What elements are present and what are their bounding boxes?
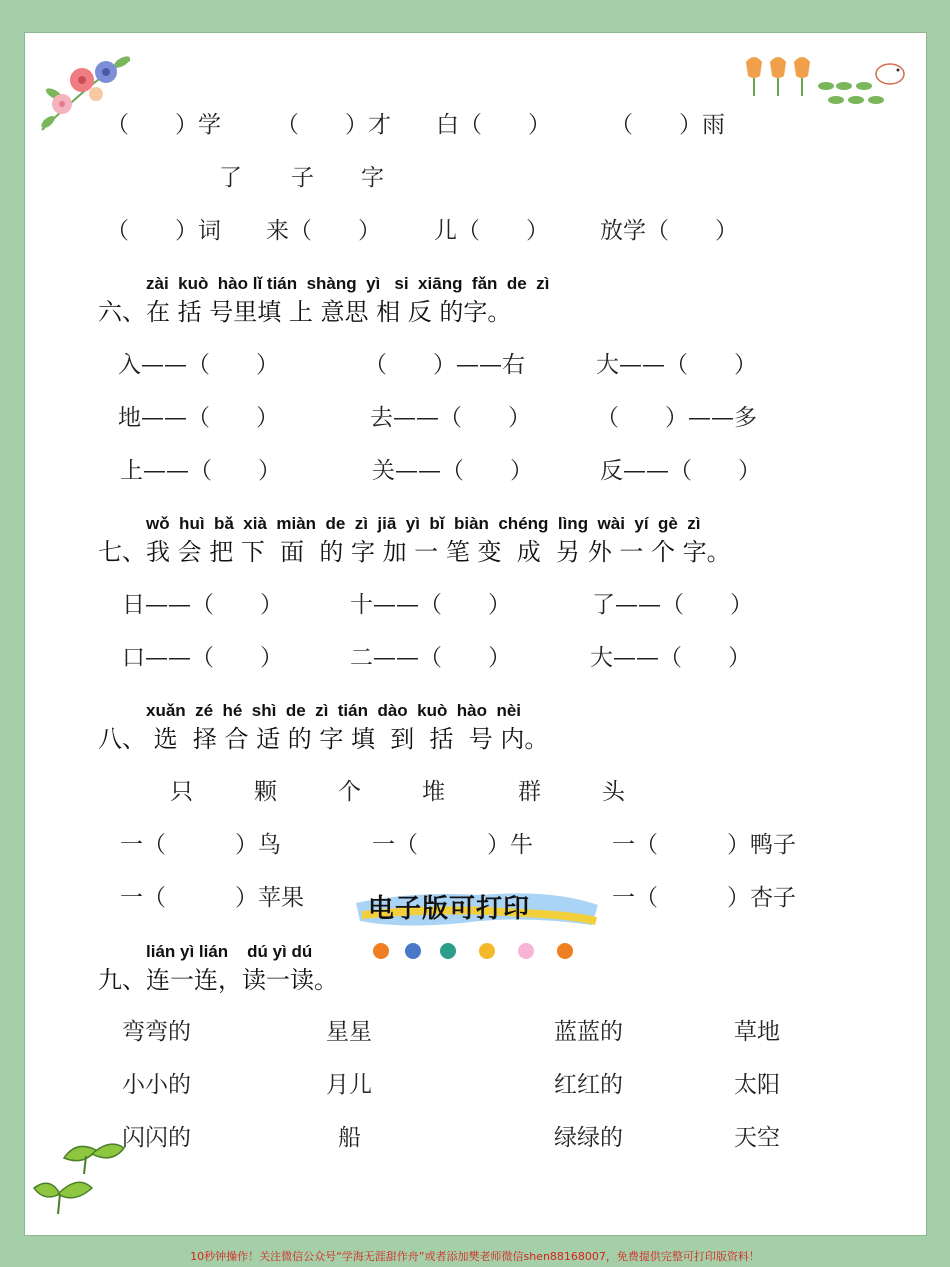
antonym-item: 上——（ ） bbox=[120, 458, 281, 484]
fill-item: 来（ ） bbox=[266, 218, 381, 244]
match-adjective: 红红的 bbox=[554, 1072, 623, 1098]
measure-word: 头 bbox=[602, 779, 625, 805]
fill-item: （ ）雨 bbox=[610, 112, 725, 138]
section7-title: 七、我 会 把 下 面 的 字 加 一 笔 变 成 另 外 一 个 字。 bbox=[98, 538, 731, 566]
add-stroke-item: 十——（ ） bbox=[350, 592, 511, 618]
measure-word: 颗 bbox=[254, 779, 277, 805]
measure-word: 堆 bbox=[422, 779, 445, 805]
section8-pinyin: xuǎn zé hé shì de zì tián dào kuò hào nèi bbox=[146, 701, 522, 720]
measure-item: 一（ ）鸟 bbox=[120, 832, 281, 858]
measure-item: 一（ ）鸭子 bbox=[612, 832, 796, 858]
word-option: 了 bbox=[219, 165, 242, 191]
color-dot bbox=[405, 943, 421, 959]
printable-banner-text: 电子版可打印 bbox=[368, 894, 531, 924]
match-noun: 月儿 bbox=[326, 1072, 372, 1098]
word-option: 子 bbox=[291, 165, 314, 191]
antonym-item: （ ）——右 bbox=[364, 352, 525, 378]
color-dot bbox=[479, 943, 495, 959]
antonym-item: 反——（ ） bbox=[600, 458, 761, 484]
match-adjective: 蓝蓝的 bbox=[554, 1019, 623, 1045]
worksheet-paper bbox=[24, 32, 927, 1236]
antonym-item: 入——（ ） bbox=[118, 352, 279, 378]
fill-item: 儿（ ） bbox=[434, 218, 549, 244]
fill-item: （ ）词 bbox=[106, 218, 221, 244]
section9-title: 九、连一连，读一读。 bbox=[98, 966, 338, 994]
match-noun: 草地 bbox=[734, 1019, 780, 1045]
add-stroke-item: 了——（ ） bbox=[592, 592, 753, 618]
color-dot bbox=[557, 943, 573, 959]
color-dot bbox=[440, 943, 456, 959]
add-stroke-item: 口——（ ） bbox=[122, 645, 283, 671]
antonym-item: 大——（ ） bbox=[596, 352, 757, 378]
match-adjective: 闪闪的 bbox=[122, 1125, 191, 1151]
add-stroke-item: 大——（ ） bbox=[590, 645, 751, 671]
match-noun: 船 bbox=[338, 1125, 361, 1151]
section8-title: 八、 选 择 合 适 的 字 填 到 括 号 内。 bbox=[98, 725, 549, 753]
add-stroke-item: 日——（ ） bbox=[122, 592, 283, 618]
measure-word: 个 bbox=[338, 779, 361, 805]
add-stroke-item: 二——（ ） bbox=[350, 645, 511, 671]
measure-item: 一（ ）苹果 bbox=[120, 885, 304, 911]
antonym-item: 关——（ ） bbox=[372, 458, 533, 484]
fill-item: （ ）学 bbox=[106, 112, 221, 138]
match-noun: 星星 bbox=[326, 1019, 372, 1045]
match-noun: 天空 bbox=[734, 1125, 780, 1151]
match-adjective: 小小的 bbox=[122, 1072, 191, 1098]
section6-pinyin: zài kuò hào lǐ tián shàng yì si xiāng fǎn de zì bbox=[146, 274, 550, 293]
match-noun: 太阳 bbox=[734, 1072, 780, 1098]
section6-title: 六、在 括 号里填 上 意思 相 反 的字。 bbox=[98, 298, 512, 326]
fill-item: 放学（ ） bbox=[600, 218, 738, 244]
sprout-decoration-bottom-left bbox=[30, 1136, 130, 1218]
color-dot bbox=[518, 943, 534, 959]
fill-item: 白（ ） bbox=[436, 112, 551, 138]
footer-notice: 10秒钟操作！关注微信公众号“学海无涯甜作舟”或者添加樊老师微信shen88168007，免费提供完整可打印版资料！ bbox=[190, 1250, 760, 1263]
measure-word: 群 bbox=[518, 779, 541, 805]
match-adjective: 弯弯的 bbox=[122, 1019, 191, 1045]
section9-pinyin: lián yì lián dú yì dú bbox=[146, 942, 313, 961]
fill-item: （ ）才 bbox=[276, 112, 391, 138]
antonym-item: 地——（ ） bbox=[118, 405, 279, 431]
tulip-decoration-top-right bbox=[740, 52, 910, 114]
measure-item: 一（ ）杏子 bbox=[612, 885, 796, 911]
match-adjective: 绿绿的 bbox=[554, 1125, 623, 1151]
section7-pinyin: wǒ huì bǎ xià miàn de zì jiā yì bǐ biàn chéng lìng wài yí gè zì bbox=[146, 514, 701, 533]
measure-item: 一（ ）牛 bbox=[372, 832, 533, 858]
antonym-item: （ ）——多 bbox=[596, 405, 757, 431]
word-option: 字 bbox=[361, 165, 384, 191]
measure-word: 只 bbox=[170, 779, 193, 805]
color-dot bbox=[373, 943, 389, 959]
antonym-item: 去——（ ） bbox=[370, 405, 531, 431]
